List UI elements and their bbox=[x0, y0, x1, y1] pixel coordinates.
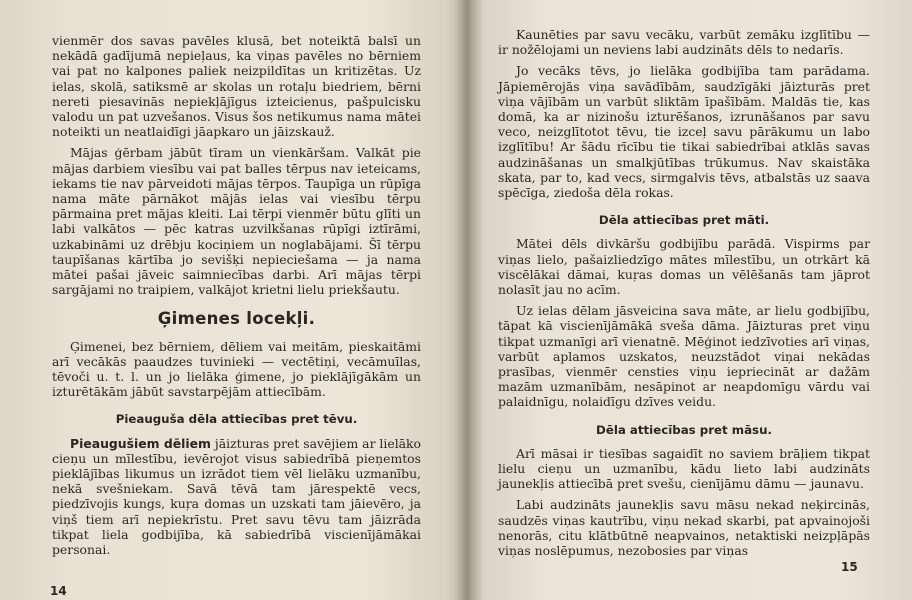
paragraph: Kaunēties par savu vecāku, varbūt zemāku izglītību — ir nožēlojami un neviens labi audzināts dēls to nedarīs. bbox=[498, 27, 870, 58]
paragraph: Uz ielas dēlam jāsveicina sava māte, ar lielu godbijību, tāpat kā viscienījāmākā sveša dāma. Jāizturas pret viņu tikpat uzmanīgi arī vienatnē. Mēģinot iedzīvoties arī viņas, varbūt aplamos uzskatos, neuzstādot viņai nekādas prasības, vienmēr censties viņu iepriecināt ar dažām mazām uzmanībām, nesāpinot ar neapdomīgu vārdu vai palaidnīgu, nolaidīgu dzīves veidu. bbox=[498, 303, 870, 410]
paragraph: Jo vecāks tēvs, jo lielāka godbijība tam parādama. Jāpiemērojās viņa savādībām, saudzīgāki jāizturās pret viņa vājībām un varbūt sliktām īpašībām. Maldās tie, kas domā, ka ar nizinošu izturēšanos, izrunāšanos par savu vecо, neizglītotot tēvu, tie izceļ savu pārākumu un labo izglītību! Ar šādu rīcību tie tikai sabiedrībai atklās savas audzināšanas un smalkjūtības trūkumus. Nav skaistāka skata, par to, kad vecs, sirmgalvis tēvs, atbalstās uz saava spēcīga, ziedoša dēla rokas. bbox=[498, 63, 870, 201]
section-heading: Dēla attiecības pret māti. bbox=[598, 213, 770, 228]
page-number: 15 bbox=[841, 560, 858, 574]
paragraph: Ģimenei, bez bērniem, dēliem vai meitām, pieskaitāmi arī vecākās paaudzes tuvinieki — vectētiņi, vecāmuīlas, tēvoči u. t. l. un jo lielāka ģimene, jo pieklājīgākām un izturētākām jābūt savstarpējām attiecībām. bbox=[52, 338, 421, 400]
paragraph: vienmēr dos savas pavēles klusā, bet noteiktā balsī un nekādā gadījumā nepieļaus, ka viņas pavēles no bērniem vai pat no kalpones paliek neizpildītas un kritizētas. Uz ielas, skolā, satiksmē ar skolas un rotaļu biedriem, bērni nereti piesavinās nepiekļājīgus izteicienus, pašpulcisku valodu un pat uzvešanos. Visus šos netikumus nama mātei noteikti un neatlaidīgi jāapkaro un jāizskauž. bbox=[52, 33, 421, 140]
right-text-column bbox=[498, 27, 870, 558]
paragraph: Mātei dēls divkāršu godbijību parādā. Vispirms par viņas lielo, pašaizliedzīgo mātes mīlestību, un otrkārt kā viscēlākai dāmai, kuŗas domas un vēlēšanās tam jāprot nolasīt jau no acīm. bbox=[498, 236, 870, 298]
section-heading: Pieauguša dēla attiecības pret tēvu. bbox=[115, 412, 358, 427]
paragraph-text: jāizturas pret savējiem ar lielāko cieņu un mīlestību, ievērojot visus sabiedrībā pieņemtos pieklājības likumus un izrādot tiem vēl lielāku uzmanību, nekā svešniekam. Savā tēvā tam jārespektē vecs, piedzīvojis kungs, kuŗa domas un uzskati tam jāievēro, ja viņš tiem arī nepiekrīstu. Pret savu tēvu tam jāizrāda tikpat liela godbijība, kā sabiedrībā viscienījāmākai personai. bbox=[52, 435, 422, 558]
page-number: 14 bbox=[50, 584, 67, 598]
paragraph: Arī māsai ir tiesības sagaidīt no saviem brāļiem tikpat lielu cieņu un uzmanību, kādu lieto labi audzināts jaunekļis attiecībā pret svešu, cienījāmu dāmu — jaunavu. bbox=[498, 445, 870, 492]
paragraph: Mājas ģērbam jābūt tīram un vienkāršam. Valkāt pie mājas darbiem viesību vai pat balles tērpus nav ieteicams, iekams tie nav pārveidoti mājas tērpos. Taupīga un rūpīga nama māte pārnākot mājās ielas vai viesību tērpu pārmaina pret mājas kleiti. Lai tērpi vienmēr būtu glīti un labi valkātos — pēc katras uzvilkšanas rūpīgi iztīrāmi, uzkabināmi uz drēbju kociņiem un noglabājami. Šī tērpu taupīšanas kārtība jo sevišķi nepieciešama — ja nama mātei pašai jāveic saimniecības darbi. Arī mājas tērpi sargājami no traipiem, valkājot krietni lielu priekšautu. bbox=[52, 145, 421, 298]
left-text-column bbox=[52, 33, 421, 557]
paragraph: Labi audzināts jaunekļis savu māsu nekad neķircinās, saudzēs viņas kautrību, viņu nekad skarbi, pat apvainojoši nenorās, citu klātbūtnē neapvainos, netaktiski neizpļāpās viņas noslēpumus, nezobosies par viņas bbox=[498, 497, 870, 559]
paragraph bbox=[52, 436, 421, 558]
right-page bbox=[478, 0, 912, 600]
lead-words: Pieaugušiem dēliem bbox=[70, 435, 211, 451]
chapter-title: Ģimenes locekļi. bbox=[157, 309, 316, 329]
section-heading: Dēla attiecības pret māsu. bbox=[596, 422, 772, 437]
